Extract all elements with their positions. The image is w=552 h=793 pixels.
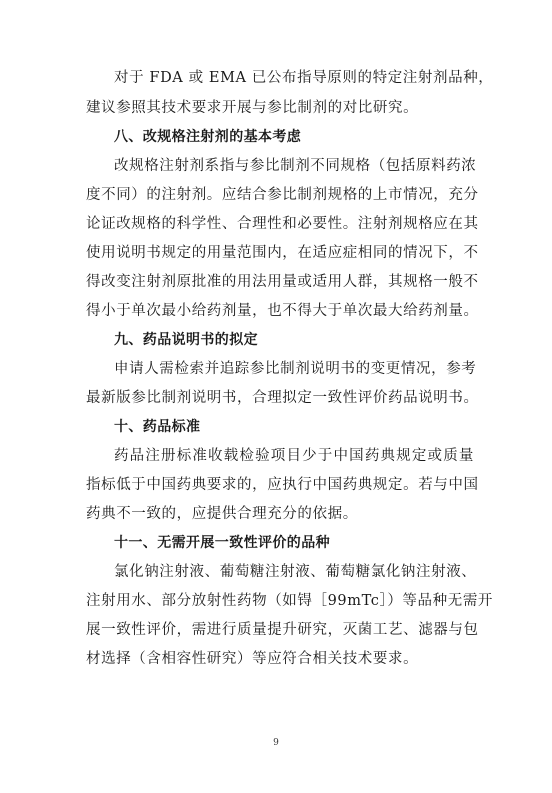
section-heading-9: 九、药品说明书的拟定: [114, 332, 258, 348]
page-number: 9: [273, 738, 279, 748]
section-heading-10: 十、药品标准: [114, 419, 201, 435]
paragraph-line: 氯化钠注射液、葡萄糖注射液、葡萄糖氯化钠注射液、: [114, 564, 477, 580]
paragraph-line: 度不同）的注射剂。应结合参比制剂规格的上市情况，充分: [86, 187, 479, 203]
paragraph-line: 申请人需检索并追踪参比制剂说明书的变更情况，参考: [114, 361, 477, 377]
paragraph-line: 得小于单次最小给药剂量，也不得大于单次最大给药剂量。: [86, 303, 479, 319]
section-heading-11: 十一、无需开展一致性评价的品种: [114, 535, 330, 551]
paragraph-line: 药品注册标准收载检验项目少于中国药典规定或质量: [114, 448, 474, 464]
section-heading-8: 八、改规格注射剂的基本考虑: [114, 129, 302, 145]
paragraph-line: 改规格注射剂系指与参比制剂不同规格（包括原料药浓: [114, 158, 477, 174]
paragraph-line: 最新版参比制剂说明书，合理拟定一致性评价药品说明书。: [86, 390, 479, 406]
paragraph-line: 得改变注射剂原批准的用法用量或适用人群，其规格一般不: [86, 274, 479, 290]
paragraph-line: 使用说明书规定的用量范围内，在适应症相同的情况下，不: [86, 245, 479, 261]
paragraph-line: 建议参照其技术要求开展与参比制剂的对比研究。: [86, 100, 419, 116]
paragraph-line: 展一致性评价，需进行质量提升研究，灭菌工艺、滤器与包: [86, 622, 479, 638]
paragraph-line: 对于 FDA 或 EMA 已公布指导原则的特定注射剂品种，: [114, 70, 494, 86]
paragraph-line: 注射用水、部分放射性药物（如锝［99mTc］）等品种无需开: [86, 593, 494, 609]
paragraph-line: 指标低于中国药典要求的，应执行中国药典规定。若与中国: [86, 477, 479, 493]
paragraph-line: 论证改规格的科学性、合理性和必要性。注射剂规格应在其: [86, 216, 479, 232]
paragraph-line: 材选择（含相容性研究）等应符合相关技术要求。: [86, 651, 419, 667]
paragraph-line: 药典不一致的，应提供合理充分的依据。: [86, 506, 358, 522]
